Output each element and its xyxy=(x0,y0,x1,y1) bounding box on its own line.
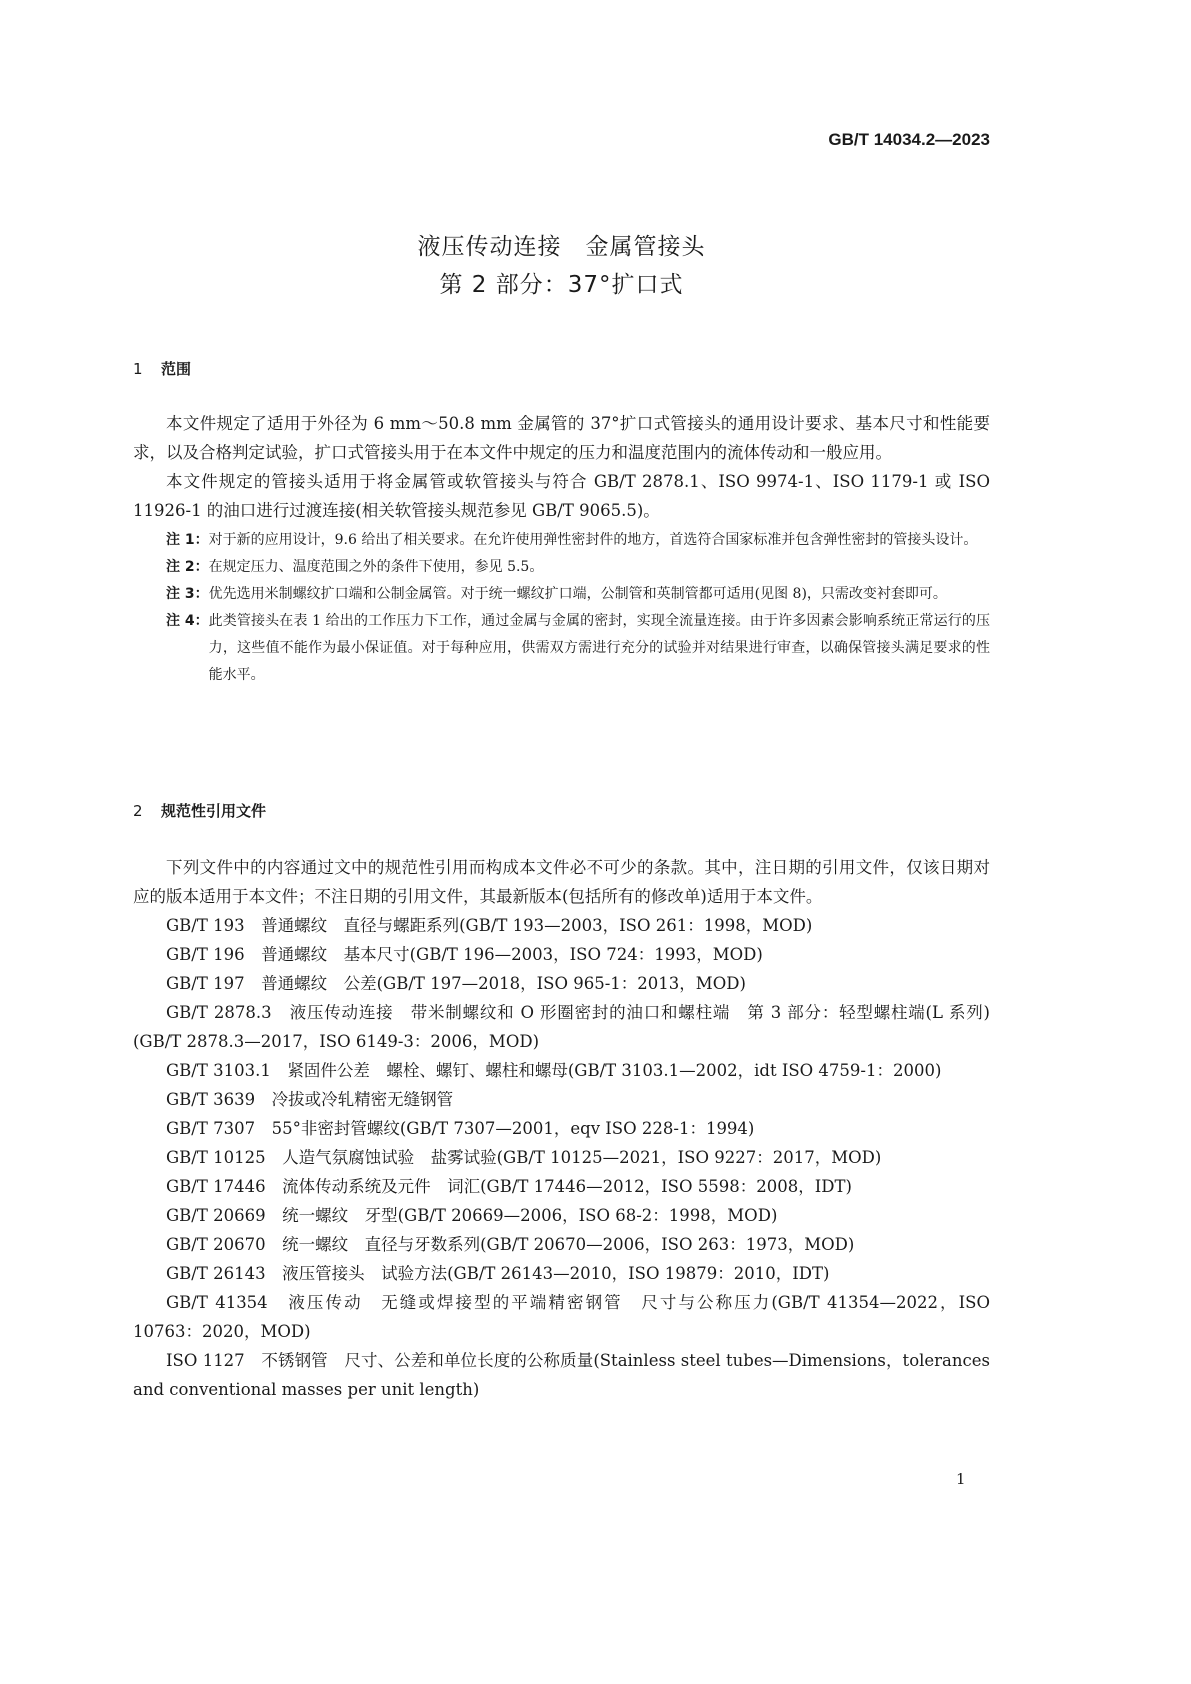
paragraph: 本文件规定的管接头适用于将金属管或软管接头与符合 GB/T 2878.1、ISO 9974-1、ISO 1179-1 或 ISO 11926-1 的油口进行过渡连接(相关软管接头规范参见 GB/T 9065.5)。 xyxy=(133,472,990,520)
note-text: 在规定压力、温度范围之外的条件下使用，参见 5.5。 xyxy=(208,559,544,575)
reference-item: GB/T 20670 统一螺纹 直径与牙数系列(GB/T 20670—2006，ISO 263：1973，MOD) xyxy=(166,1235,855,1254)
note xyxy=(166,527,990,554)
reference-item: GB/T 2878.3 液压传动连接 带米制螺纹和 O 形圈密封的油口和螺柱端 第 3 部分：轻型螺柱端(L 系列)(GB/T 2878.3—2017，ISO 6149-3：2006，MOD) xyxy=(133,1003,990,1051)
document-subtitle: 第 2 部分：37°扩口式 xyxy=(439,272,684,298)
reference-item: GB/T 20669 统一螺纹 牙型(GB/T 20669—2006，ISO 68-2：1998，MOD) xyxy=(166,1206,778,1225)
section-1-body xyxy=(133,409,990,689)
section-number: 2 xyxy=(133,802,143,820)
reference-item: GB/T 26143 液压管接头 试验方法(GB/T 26143—2010，ISO 19879：2010，IDT) xyxy=(166,1264,830,1283)
reference-item: GB/T 197 普通螺纹 公差(GB/T 197—2018，ISO 965-1：2013，MOD) xyxy=(166,974,746,993)
section-title: 范围 xyxy=(161,360,192,378)
note-text: 对于新的应用设计，9.6 给出了相关要求。在允许使用弹性密封件的地方，首选符合国家标准并包含弹性密封的管接头设计。 xyxy=(208,532,978,548)
note-text: 此类管接头在表 1 给出的工作压力下工作，通过金属与金属的密封，实现全流量连接。由于许多因素会影响系统正常运行的压力，这些值不能作为最小保证值。对于每种应用，供需双方需进行充分的试验并对结果进行审查，以确保管接头满足要求的性能水平。 xyxy=(208,613,990,683)
reference-item: GB/T 196 普通螺纹 基本尺寸(GB/T 196—2003，ISO 724：1993，MOD) xyxy=(166,945,763,964)
note-label: 注 2： xyxy=(166,559,209,575)
section-2-heading xyxy=(133,800,266,821)
note xyxy=(166,554,990,581)
standard-number: GB/T 14034.2—2023 xyxy=(828,130,990,149)
reference-item: GB/T 7307 55°非密封管螺纹(GB/T 7307—2001，eqv ISO 228-1：1994) xyxy=(166,1119,755,1138)
page-number: 1 xyxy=(956,1470,966,1488)
reference-item: GB/T 3103.1 紧固件公差 螺栓、螺钉、螺柱和螺母(GB/T 3103.1—2002，idt ISO 4759-1：2000) xyxy=(166,1061,942,1080)
reference-item: ISO 1127 不锈钢管 尺寸、公差和单位长度的公称质量(Stainless steel tubes—Dimensions，tolerances and conventional masses per unit length) xyxy=(133,1351,990,1399)
note xyxy=(166,608,990,689)
paragraph: 本文件规定了适用于外径为 6 mm～50.8 mm 金属管的 37°扩口式管接头的通用设计要求、基本尺寸和性能要求，以及合格判定试验，扩口式管接头用于在本文件中规定的压力和温度范围内的流体传动和一般应用。 xyxy=(133,414,990,462)
note-text: 优先选用米制螺纹扩口端和公制金属管。对于统一螺纹扩口端，公制管和英制管都可适用(见图 8)，只需改变衬套即可。 xyxy=(208,586,947,602)
section-2-body xyxy=(133,853,990,1404)
document-title: 液压传动连接 金属管接头 xyxy=(417,234,706,260)
paragraph: 下列文件中的内容通过文中的规范性引用而构成本文件必不可少的条款。其中，注日期的引用文件，仅该日期对应的版本适用于本文件；不注日期的引用文件，其最新版本(包括所有的修改单)适用于本文件。 xyxy=(133,858,990,906)
note-label: 注 3： xyxy=(166,586,209,602)
reference-item: GB/T 41354 液压传动 无缝或焊接型的平端精密钢管 尺寸与公称压力(GB/T 41354—2022，ISO 10763：2020，MOD) xyxy=(133,1293,990,1341)
reference-item: GB/T 193 普通螺纹 直径与螺距系列(GB/T 193—2003，ISO 261：1998，MOD) xyxy=(166,916,813,935)
note-label: 注 4： xyxy=(166,613,209,629)
reference-item: GB/T 3639 冷拔或冷轧精密无缝钢管 xyxy=(166,1090,454,1109)
reference-item: GB/T 10125 人造气氛腐蚀试验 盐雾试验(GB/T 10125—2021，ISO 9227：2017，MOD) xyxy=(166,1148,882,1167)
note-label: 注 1： xyxy=(166,532,209,548)
section-title: 规范性引用文件 xyxy=(161,802,267,820)
section-1-heading xyxy=(133,358,191,379)
reference-item: GB/T 17446 流体传动系统及元件 词汇(GB/T 17446—2012，ISO 5598：2008，IDT) xyxy=(166,1177,852,1196)
note xyxy=(166,581,990,608)
section-number: 1 xyxy=(133,360,143,378)
